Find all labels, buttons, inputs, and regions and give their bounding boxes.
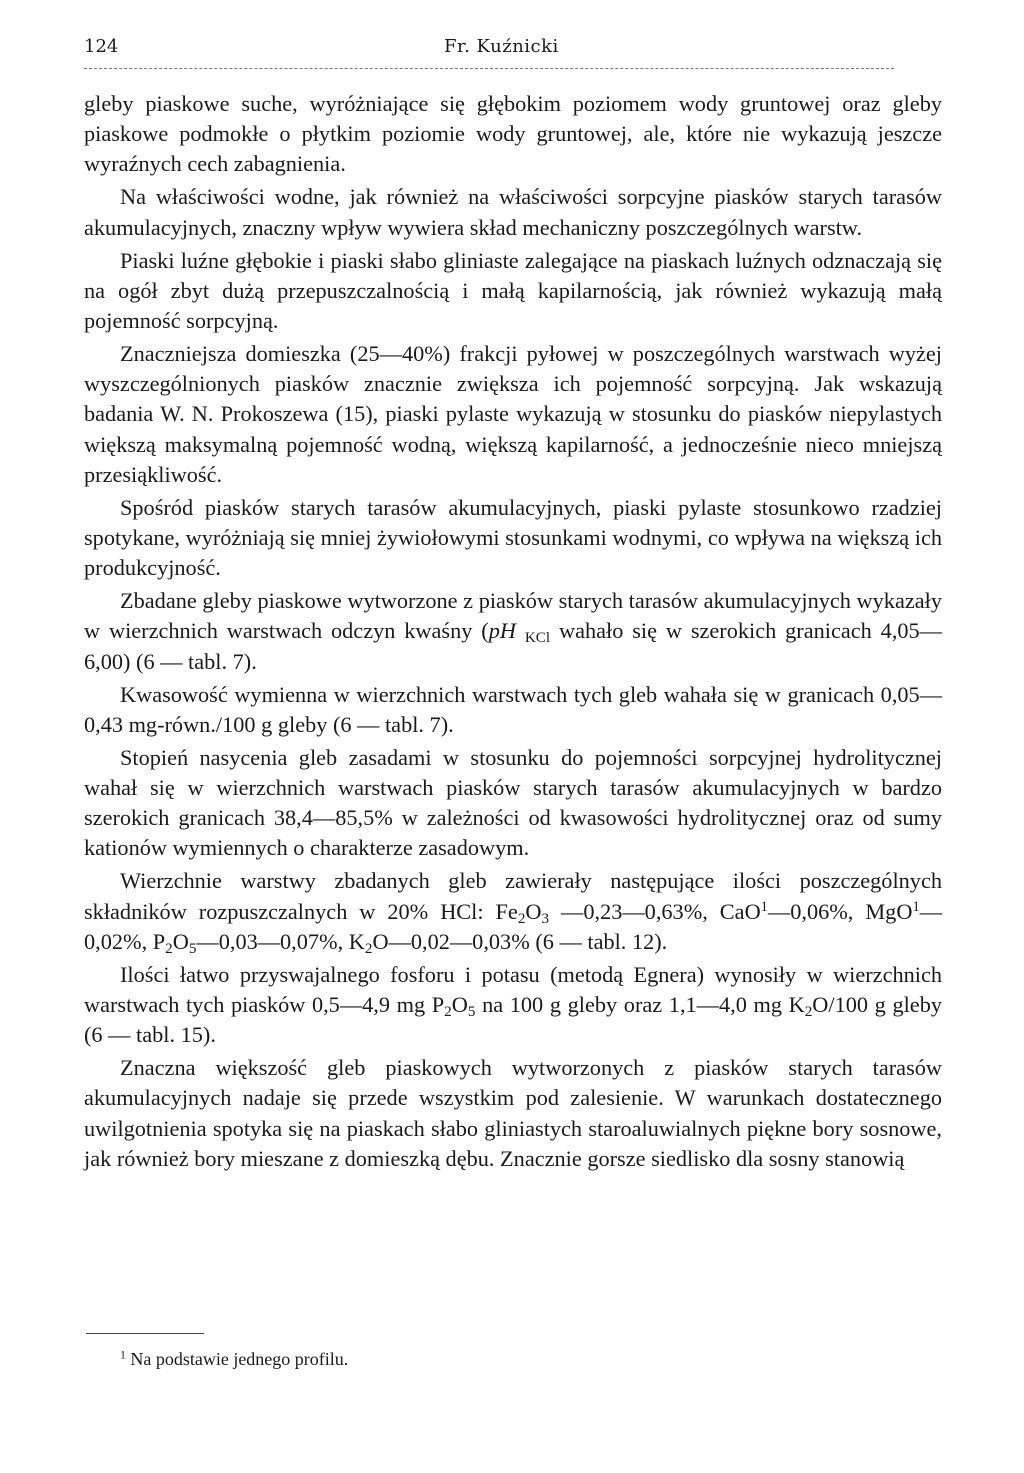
paragraph: Stopień nasycenia gleb zasadami w stosunku do pojemności sorpcyjnej hydrolitycznej wahał się w wierzchnich warstwach piasków starych tarasów akumulacyjnych w bardzo szerokich granicach 38,4—85,5% w zależności od kwasowości hydrolitycznej oraz od sumy kationów wymiennych o charakterze zasadowym. [84,744,942,861]
subscript: 2 [804,1002,813,1020]
text-run: —0,06%, MgO [767,898,913,924]
paragraph: Na właściwości wodne, jak również na właściwości sorpcyjne piasków starych tarasów akumulacyjnych, znaczny wpływ wywiera skład mechaniczny poszczególnych warstw. [84,184,942,240]
footnote-marker: 1 [120,1348,126,1362]
ph-symbol: pH [488,618,516,644]
paragraph: Piaski luźne głębokie i piaski słabo gliniaste zalegające na piaskach luźnych odznaczają się na ogół zbyt dużą przepuszczalnością i małą kapilarnością, jak również wykazują małą pojemność sorpcyjną. [84,247,942,334]
subscript: 5 [467,1002,476,1020]
paragraph: gleby piaskowe suche, wyróżniające się głębokim poziomem wody gruntowej oraz gleby piaskowe podmokłe o płytkim poziomie wody gruntowej, ale, które nie wykazują jeszcze wyraźnych cech zabagnienia. [84,91,942,177]
paragraph: Znaczna większość gleb piaskowych wytworzonych z piasków starych tarasów akumulacyjnych nadaje się przede wszystkim pod zalesienie. W warunkach dostatecznego uwilgotnienia spotyka się na piaskach słabo gliniastych staroaluwialnych piękne bory sosnowe, jak również bory mieszane z domieszką dębu. Znacznie gorsze siedlisko dla sosny stanowią [84,1055,942,1171]
text-run: O [172,928,189,954]
text-run: O—0,02—0,03% (6 — tabl. 12). [372,928,668,954]
running-title: Fr. Kuźnicki [444,36,559,57]
text-run: wahało się w szerokich granicach 4,05—6,00) (6 — tabl. 7). [84,618,942,674]
paragraph [84,586,942,677]
paragraph [84,960,942,1051]
header-rule [84,68,894,69]
text-run: Wierzchnie warstwy zbadanych gleb zawierały następujące ilości poszczególnych składników rozpuszczalnych w 20% HCl: Fe [84,868,942,924]
text-run: O [525,898,542,924]
paragraph: Znaczniejsza domieszka (25—40%) frakcji pyłowej w poszczególnych warstwach wyżej wyszczególnionych piasków znacznie zwiększa ich pojemność sorpcyjną. Jak wskazują badania W. N. Prokoszewa (15), piaski pylaste wykazują w stosunku do piasków niepylastych większą maksymalną pojemność wodną, większą kapilarność, a jednocześnie nieco mniejszą przesiąkliwość. [84,341,942,487]
footnote [120,1349,348,1370]
kcl-subscript: KCl [524,629,551,647]
page-number: 124 [84,36,119,57]
footnote-rule [86,1333,204,1334]
running-head [84,36,942,66]
subscript: 2 [364,939,373,957]
text-run: na 100 g gleby oraz 1,1—4,0 mg K [475,992,805,1018]
paragraph: Kwasowość wymienna w wierzchnich warstwach tych gleb wahała się w granicach 0,05—0,43 mg-równ./100 g gleby (6 — tabl. 7). [84,681,942,737]
text-run: O/100 g gleby (6 — tabl. 15). [84,992,942,1048]
text-run: —0,03—0,07%, K [196,928,365,954]
footnote-ref: 1 [912,898,920,915]
subscript: 5 [188,939,197,957]
subscript: 2 [517,909,526,927]
paragraph [84,866,942,957]
subscript: 2 [165,939,173,957]
text-run: Ilości łatwo przyswajalnego fosforu i potasu (metodą Egnera) wynosiły w wierzchnich warstwach tych piasków 0,5—4,9 mg P [84,961,942,1018]
text-run: —0,02%, P [84,898,942,954]
paragraph: Spośród piasków starych tarasów akumulacyjnych, piaski pylaste stosunkowo rzadziej spotykane, wyróżniają się mniej żywiołowymi stosunkami wodnymi, co wpływa na większą ich produkcyjność. [84,494,942,581]
subscript: 3 [541,909,550,927]
body-text [84,89,942,1177]
text-run: —0,23—0,63%, CaO [549,898,761,924]
text-run: Zbadane gleby piaskowe wytworzone z piasków starych tarasów akumulacyjnych wykazały w wierzchnich warstwach odczyn kwaśny ( [84,588,942,644]
text-run: O [451,992,468,1018]
footnote-ref: 1 [760,898,768,915]
footnote-text: Na podstawie jednego profilu. [125,1349,349,1369]
subscript: 2 [444,1002,452,1020]
